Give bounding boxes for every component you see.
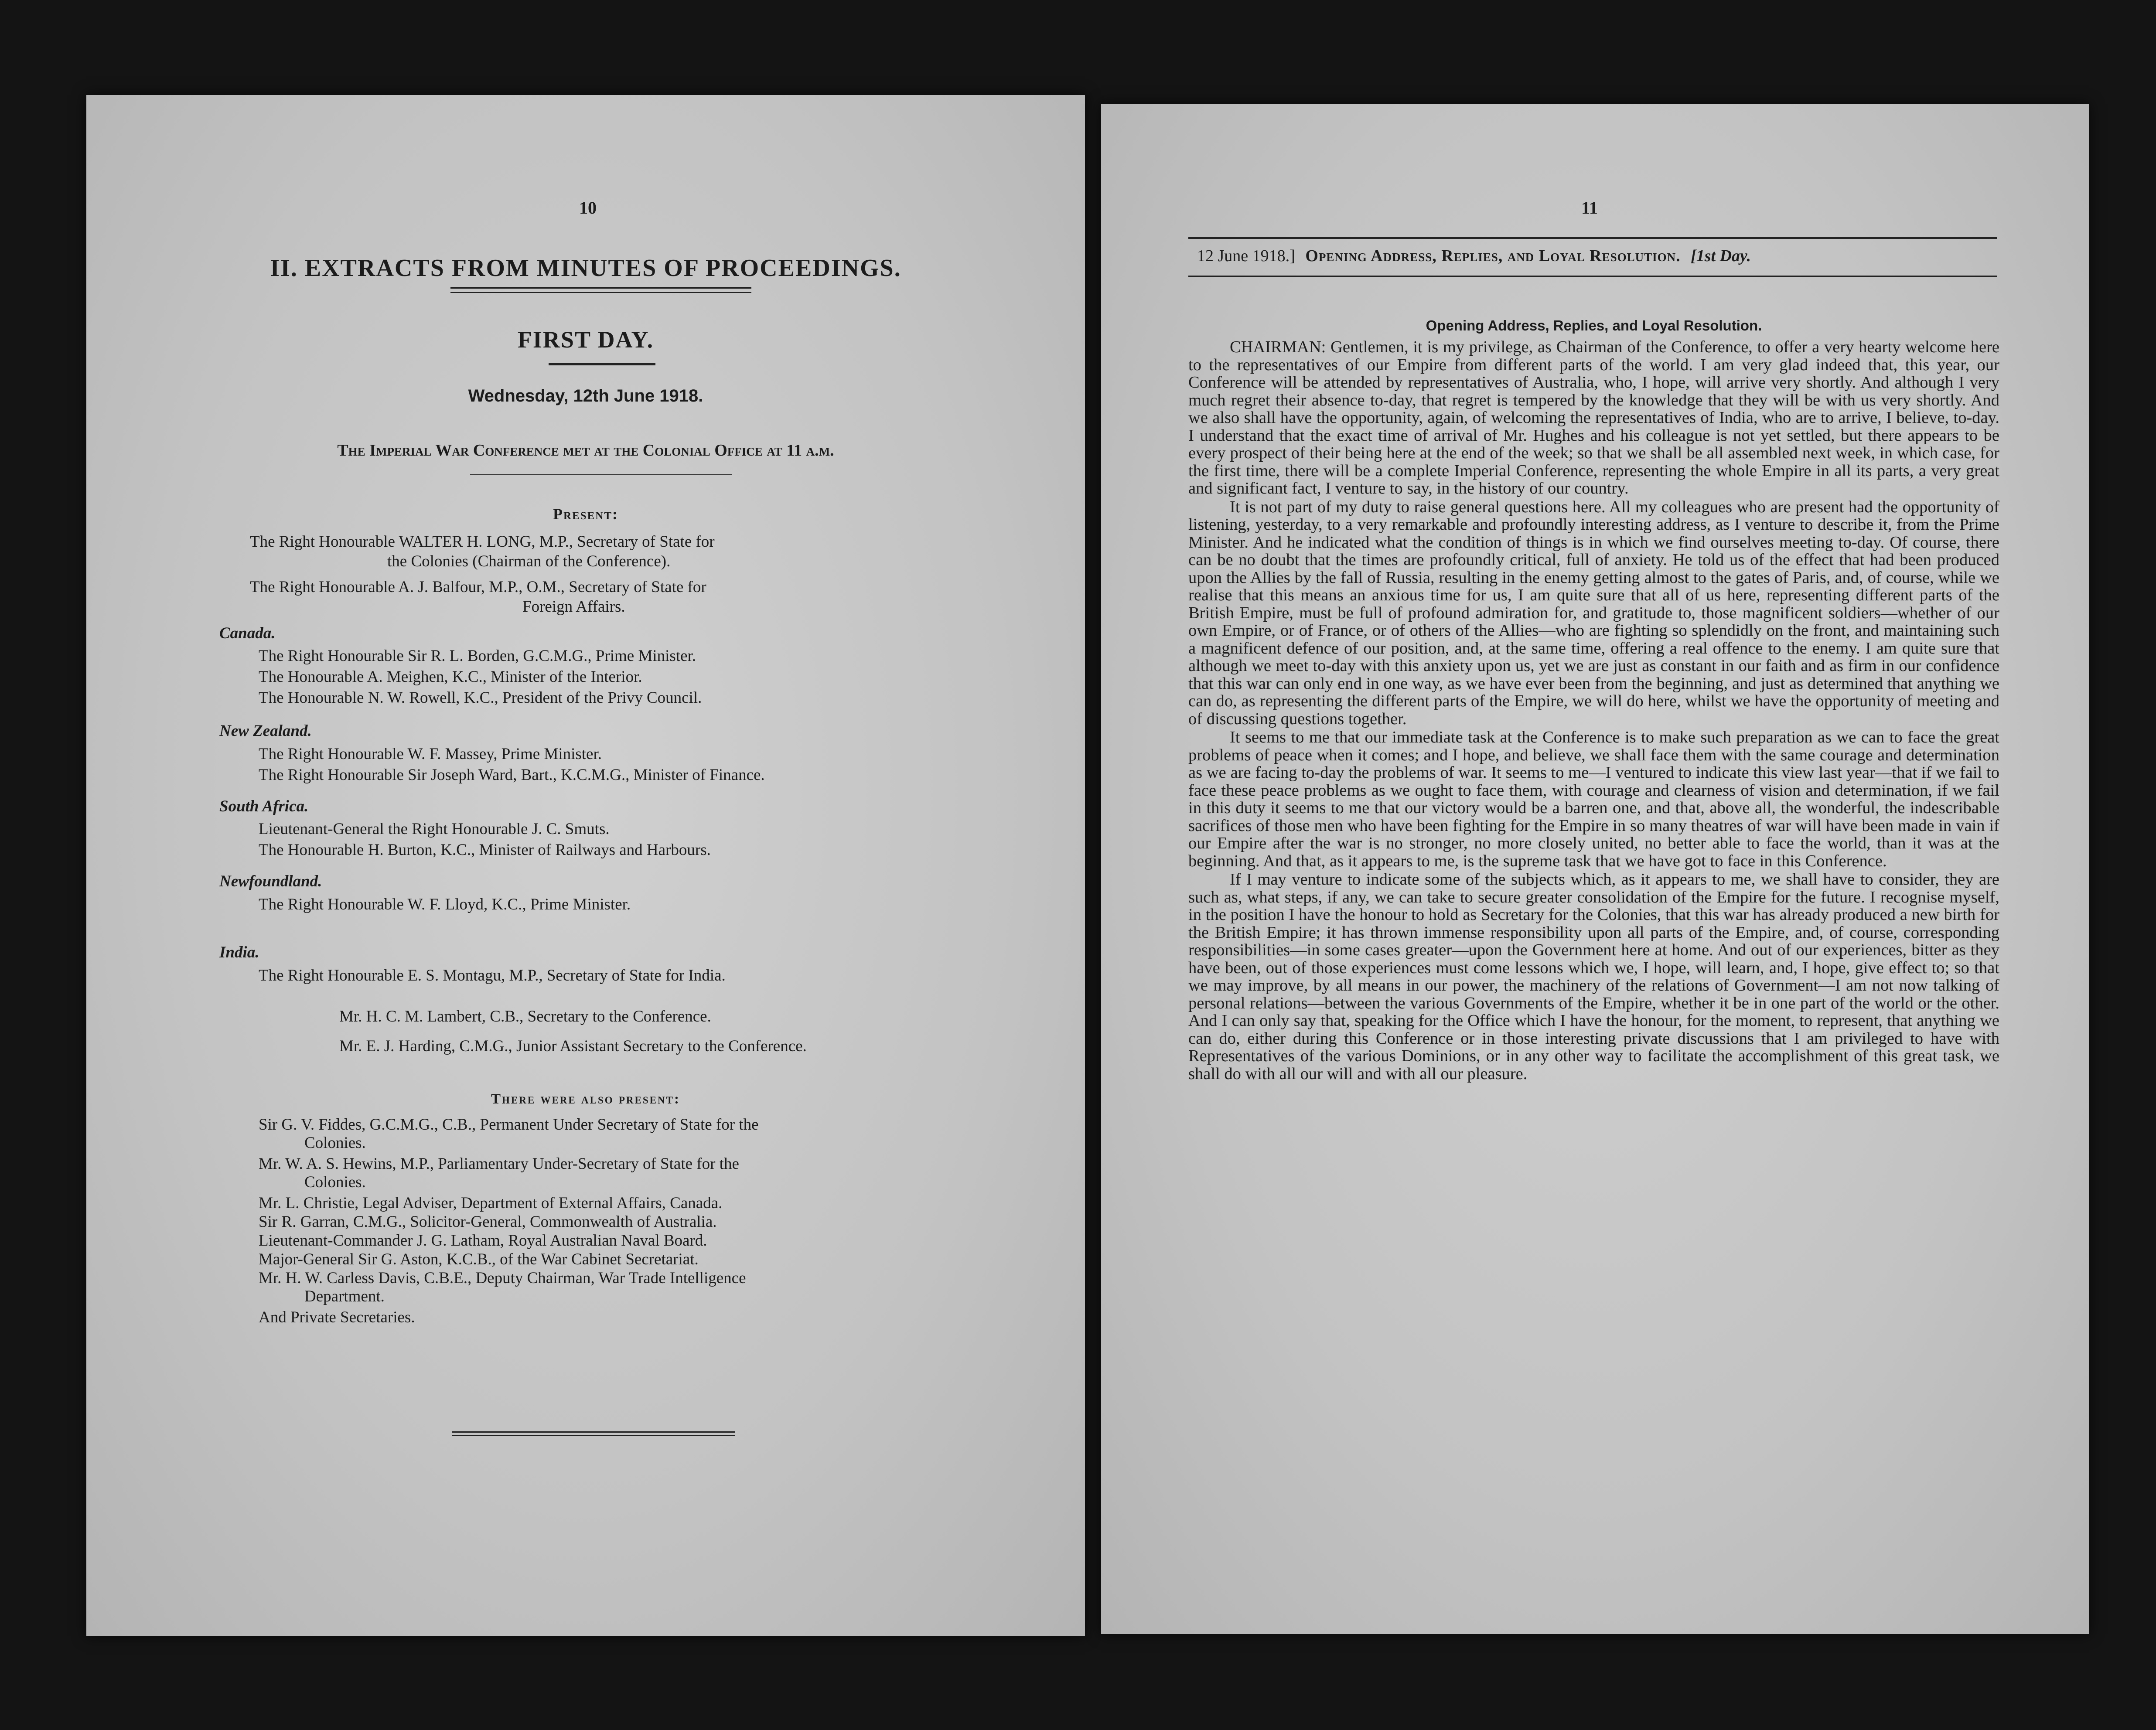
page-number: 10 bbox=[579, 198, 597, 218]
day-heading: FIRST DAY. bbox=[517, 327, 654, 353]
attendee-line: The Honourable A. Meighen, K.C., Minister of the Interior. bbox=[259, 668, 642, 686]
right-page bbox=[1101, 104, 2089, 1634]
secretary-line: Mr. H. C. M. Lambert, C.B., Secretary to the Conference. bbox=[339, 1008, 711, 1025]
paragraph-text: : Gentlemen, it is my privilege, as Chairman of the Conference, to offer a very hearty welcome here to the representatives of our Empire from different parts of the world. I am very glad indeed that, this year, our Conference will be attended by representatives of Australia, who, I hope, will arrive very shortly. And although I very much regret their absence to-day, that regret is tempered by the knowledge that they will be with us very shortly. And we also shall have the opportunity, again, of welcoming the representatives of India, who are to arrive, I believe, to-day. I understand that the exact time of arrival of Mr. Hughes and his colleague is not yet settled, but there appears to be every prospect of their being here at the end of the week; so that we shall be all assembled next week, in which case, for the first time, there will be a complete Imperial Conference, representing the whole Empire in all its parts, a very great and significant fact, I venture to say, in the history of our country. bbox=[1188, 338, 1999, 497]
day-rule bbox=[549, 363, 655, 365]
attendee-line: Mr. L. Christie, Legal Adviser, Department of External Affairs, Canada. bbox=[259, 1194, 723, 1212]
attendee-line: The Right Honourable W. F. Lloyd, K.C., Prime Minister. bbox=[259, 896, 631, 913]
end-rule bbox=[452, 1435, 735, 1436]
country-canada: Canada. bbox=[219, 624, 276, 642]
heading-rule bbox=[450, 287, 751, 289]
speaker-name: CHAIRMAN bbox=[1230, 338, 1321, 356]
attendee-line: Colonies. bbox=[304, 1173, 366, 1191]
attendee-line: Sir R. Garran, C.M.G., Solicitor-General, Commonwealth of Australia. bbox=[259, 1213, 717, 1231]
divider bbox=[470, 474, 732, 475]
attendee-line: Sir G. V. Fiddes, G.C.M.G., C.B., Permanent Under Secretary of State for the bbox=[259, 1116, 759, 1134]
attendee-line: The Right Honourable Sir Joseph Ward, Bart., K.C.M.G., Minister of Finance. bbox=[259, 766, 765, 784]
country-new-zealand: New Zealand. bbox=[219, 722, 312, 740]
attendee-line: And Private Secretaries. bbox=[259, 1308, 415, 1326]
country-south-africa: South Africa. bbox=[219, 797, 309, 815]
page-number: 11 bbox=[1581, 198, 1598, 218]
attendee-line: Colonies. bbox=[304, 1134, 366, 1152]
attendee-line: The Right Honourable A. J. Balfour, M.P., O.M., Secretary of State for bbox=[250, 578, 706, 596]
attendee-line: The Right Honourable WALTER H. LONG, M.P., Secretary of State for bbox=[250, 533, 715, 551]
running-head bbox=[1188, 237, 1997, 277]
address-body bbox=[1188, 338, 1999, 1083]
attendee-line: The Honourable N. W. Rowell, K.C., President of the Privy Council. bbox=[259, 689, 702, 707]
attendee-line: the Colonies (Chairman of the Conference). bbox=[387, 552, 671, 570]
section-heading: II. EXTRACTS FROM MINUTES OF PROCEEDINGS. bbox=[270, 255, 901, 282]
attendee-line: The Right Honourable W. F. Massey, Prime Minister. bbox=[259, 745, 602, 763]
paragraph: It is not part of my duty to raise general questions here. All my colleagues who are present had the opportunity of listening, yesterday, to a very remarkable and profoundly interesting address, as I venture to describe it, from the Prime Minister. And he indicated what the condition of things is in which we find ourselves meeting to-day. Of course, there can be no doubt that the times are profoundly critical, full of anxiety. He told us of the effect that had been produced upon the Allies by the fall of Russia, resulting in the enemy getting almost to the gates of Paris, and, of course, while we realise that this means an anxious time for us, I am quite sure that all of us here, representing different parts of the British Empire, must be full of profound admiration for, and gratitude to, those magnificent soldiers—whether of our own Empire, or of France, or of others of the Allies—who are fighting so splendidly on the front, and maintaining such a magnificent defence of our position, and, at the same time, offering a real offence to the enemy. I am quite sure that although we meet to-day with this anxiety upon us, yet we are just as constant in our faith and as firm in our confidence that this war can only end in one way, as we have ever been from the beginning, and just as determined that anything we can do, as representing the different parts of the Empire, we will do here, whilst we have the opportunity of meeting and of discussing questions together. bbox=[1188, 497, 1999, 728]
meeting-line: The Imperial War Conference met at the Colonial Office at 11 a.m. bbox=[337, 441, 834, 460]
heading-rule bbox=[450, 292, 751, 293]
end-rule bbox=[452, 1431, 735, 1433]
country-india: India. bbox=[219, 943, 259, 961]
left-page bbox=[86, 95, 1085, 1636]
paragraph bbox=[1188, 338, 1999, 497]
attendee-line: The Honourable H. Burton, K.C., Minister of Railways and Harbours. bbox=[259, 841, 711, 859]
attendee-line: Lieutenant-Commander J. G. Latham, Royal Australian Naval Board. bbox=[259, 1232, 707, 1250]
attendee-line: Mr. H. W. Carless Davis, C.B.E., Deputy Chairman, War Trade Intelligence bbox=[259, 1269, 746, 1287]
attendee-line: The Right Honourable Sir R. L. Borden, G.C.M.G., Prime Minister. bbox=[259, 647, 696, 665]
meeting-date: Wednesday, 12th June 1918. bbox=[468, 386, 703, 405]
attendee-line: Mr. W. A. S. Hewins, M.P., Parliamentary Under-Secretary of State for the bbox=[259, 1155, 739, 1173]
attendee-line: Lieutenant-General the Right Honourable J. C. Smuts. bbox=[259, 820, 610, 838]
running-head-title: Opening Address, Replies, and Loyal Resolution. bbox=[1305, 247, 1681, 265]
attendee-line: The Right Honourable E. S. Montagu, M.P., Secretary of State for India. bbox=[259, 967, 726, 984]
paragraph: If I may venture to indicate some of the subjects which, as it appears to me, we shall have to consider, they are such as, what steps, if any, we can take to secure greater consolidation of the Empire for the future. I recognise myself, in the position I have the honour to hold as Secretary for the Colonies, that this war has already produced a new birth for the British Empire; it has thrown immense responsibility upon all parts of the Empire, and, of course, corresponding responsibilities—in some cases greater—upon the Government here at home. And out of our experiences, bitter as they have been, out of those experiences must come lessons which we, I hope, will learn, and, I hope, give effect to; so that we may improve, by all means in our power, the machinery of the relations of Government—I am not now talking of personal relations—between the various Governments of the Empire, whether it be in one part of the world or the other. And I can only say that, speaking for the Office which I have the honour, for the moment, to represent, that anything we can do, either during this Conference or in those interesting private discussions that I am privileged to have with Representatives of the various Dominions, or in any other way to facilitate the accomplishment of this great task, we shall do with all our will and with all our pleasure. bbox=[1188, 870, 1999, 1083]
country-newfoundland: Newfoundland. bbox=[219, 872, 322, 890]
attendee-line: Foreign Affairs. bbox=[522, 598, 625, 616]
paragraph: It seems to me that our immediate task at the Conference is to make such preparation as we can to face the great problems of peace when it comes; and I hope, and believe, we shall face them with the same courage and determination as we are facing to-day the problems of war. It seems to me—I ventured to indicate this view last year—that if we fail to face these peace problems as we ought to face them, with courage and clearness of vision and determination, if we fail in this duty it seems to me that our victory would be a barren one, and that, above all, the wonderful, the indescribable sacrifices of those men who have been fighting for the Empire in so many theatres of war will have been made in vain if our Empire after the war is no stronger, no more closely united, no better able to face the world, than it was at the beginning. And that, as it appears to me, is the supreme task that we have got to face in this Conference. bbox=[1188, 728, 1999, 870]
present-label: Present: bbox=[553, 505, 618, 523]
running-head-date: 12 June 1918.] bbox=[1197, 247, 1295, 265]
secretary-line: Mr. E. J. Harding, C.M.G., Junior Assistant Secretary to the Conference. bbox=[339, 1037, 807, 1055]
attendee-line: Department. bbox=[304, 1287, 385, 1305]
section-title: Opening Address, Replies, and Loyal Resolution. bbox=[1426, 317, 1762, 334]
attendee-line: Major-General Sir G. Aston, K.C.B., of the War Cabinet Secretariat. bbox=[259, 1250, 699, 1268]
also-present-label: There were also present: bbox=[491, 1091, 680, 1107]
running-head-day: [1st Day. bbox=[1691, 247, 1751, 265]
